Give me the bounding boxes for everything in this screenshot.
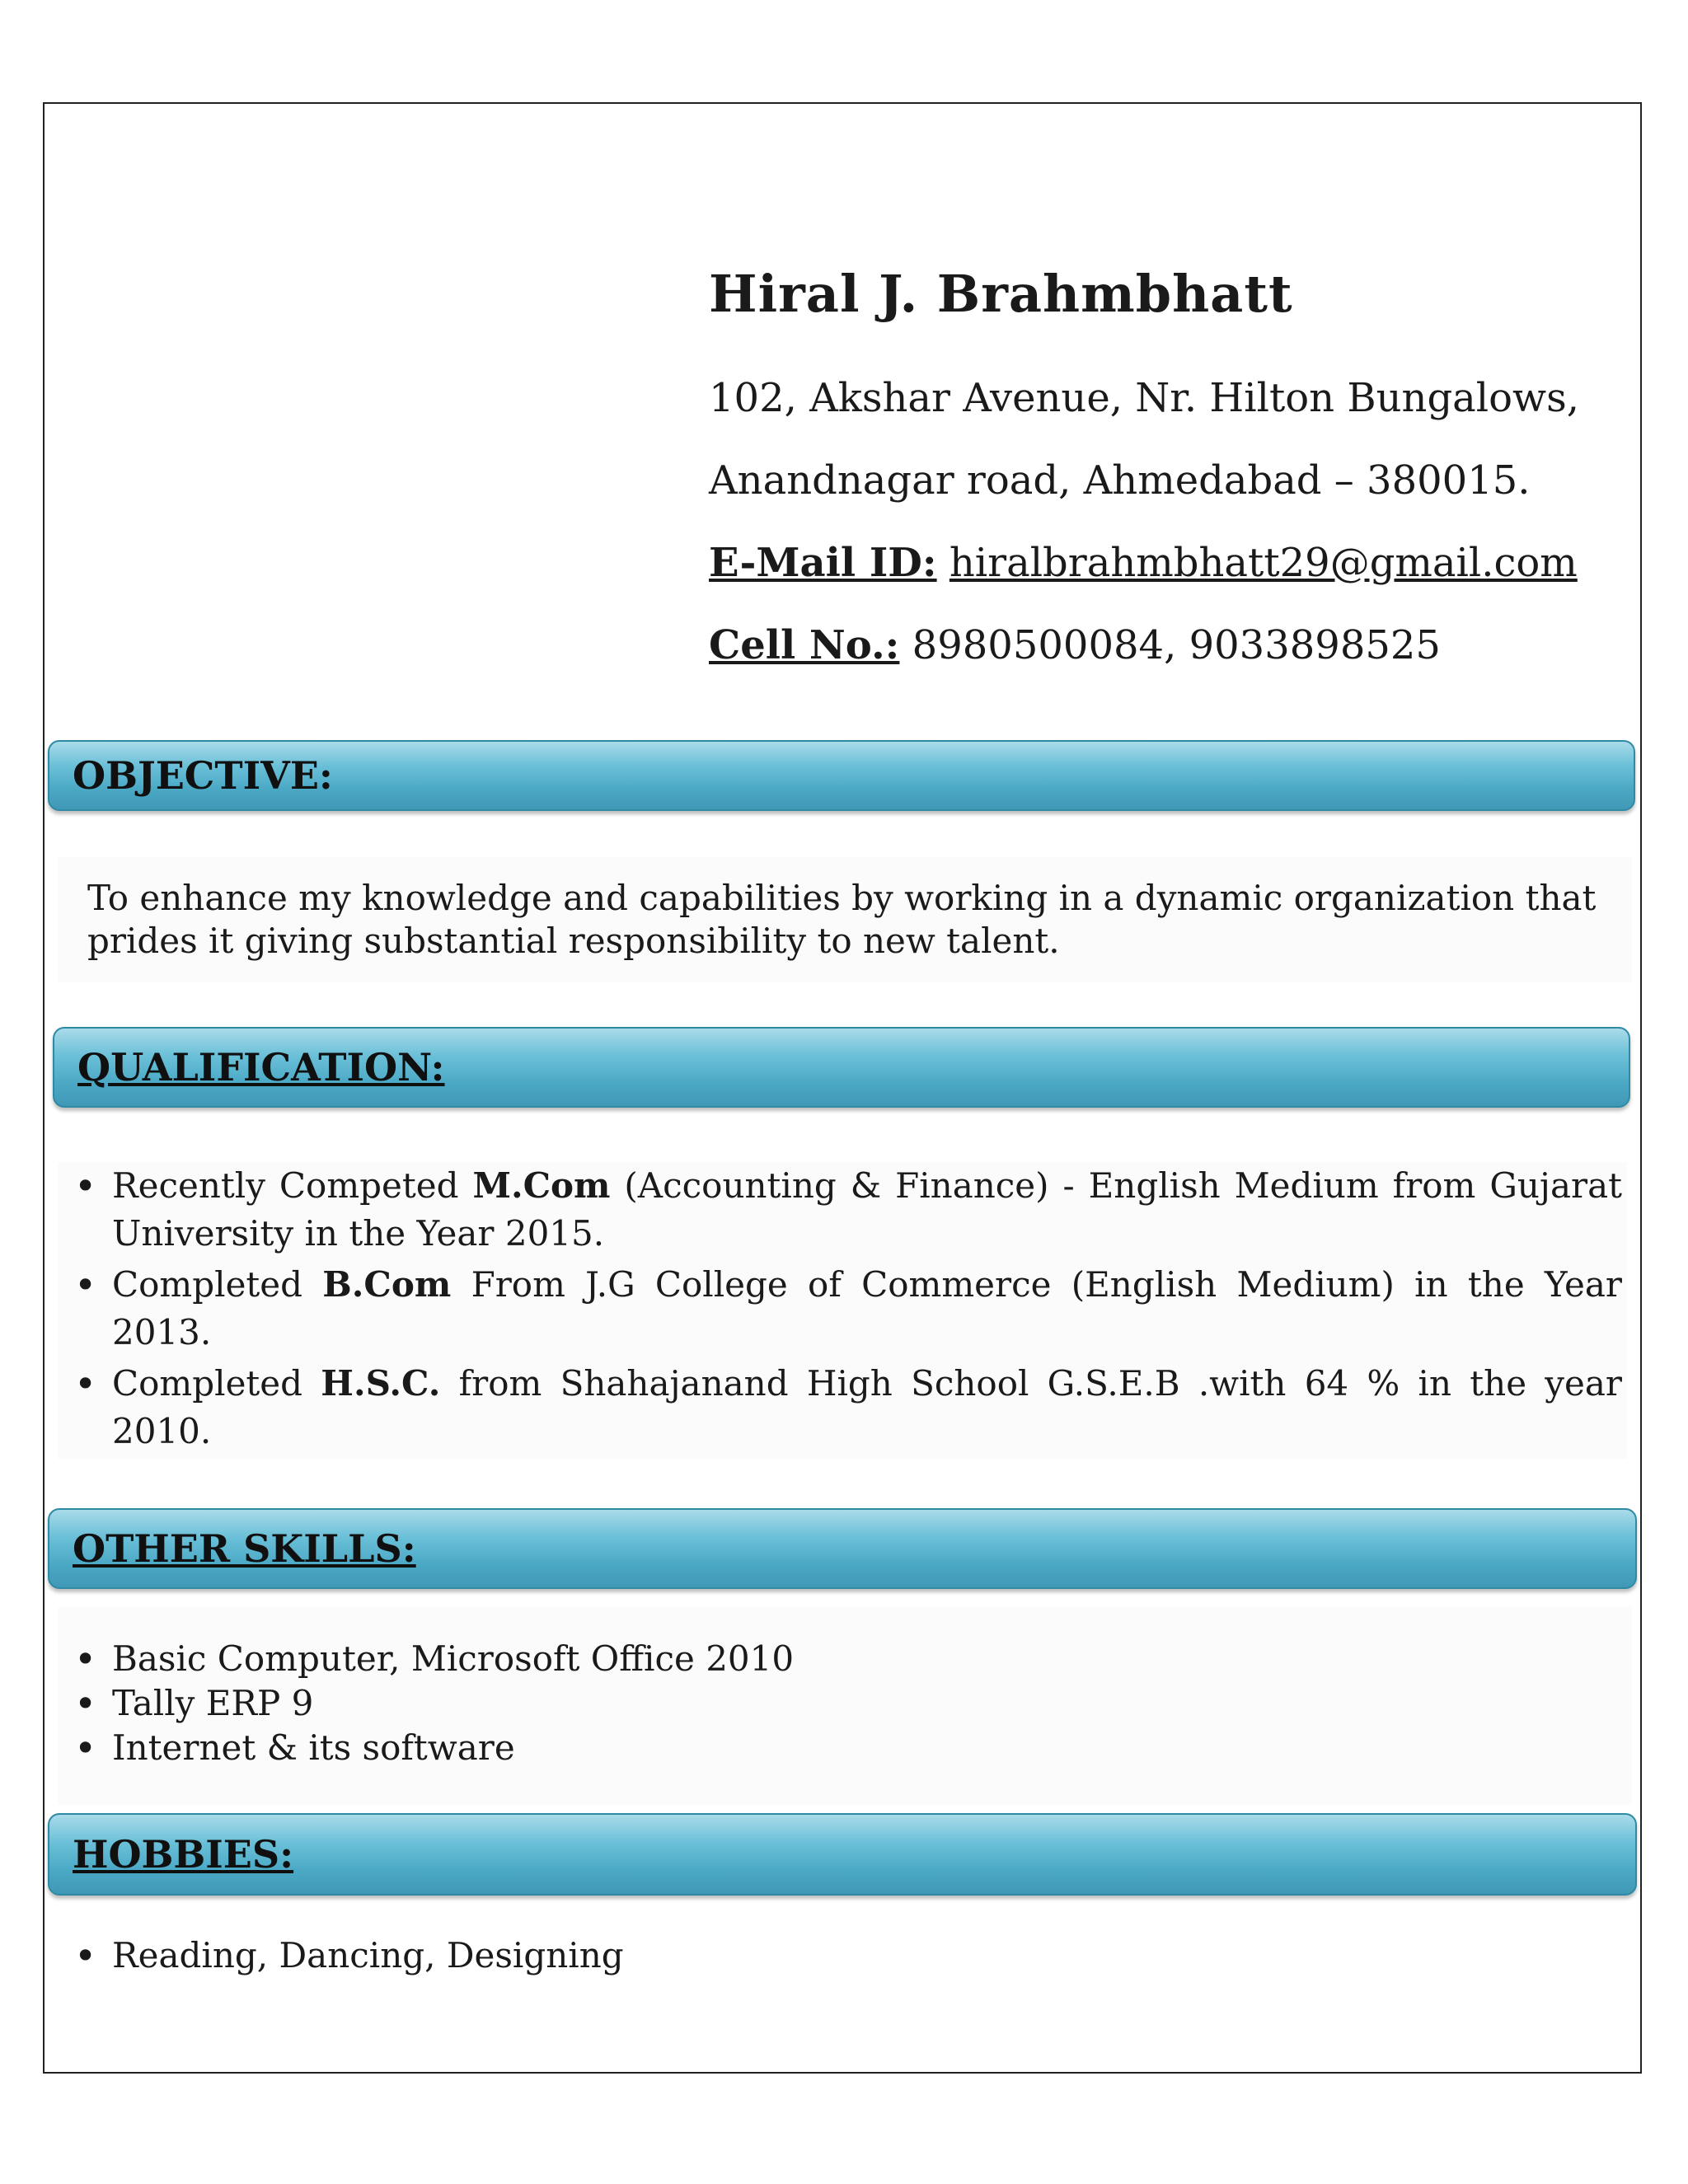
skills-title: OTHER SKILLS: [73, 1526, 416, 1571]
qualification-list [58, 1162, 1627, 1455]
hobbies-body [58, 1933, 1632, 1978]
item-text: Completed [112, 1363, 321, 1404]
item-text: (Accounting & Finance) - English Medium from Gujarat University in the Year 2015. [112, 1165, 1622, 1254]
cell-label: Cell No.: [709, 622, 900, 668]
hobbies-title: HOBBIES: [73, 1832, 294, 1877]
qualification-title: QUALIFICATION: [77, 1045, 445, 1090]
qualification-section-bar [53, 1027, 1630, 1108]
item-text: from Shahajanand High School G.S.E.B .with 64 % in the year 2010. [112, 1363, 1622, 1451]
skills-list [58, 1637, 1632, 1770]
email-label: E-Mail ID: [709, 540, 937, 586]
contact-block [709, 357, 1632, 687]
skills-body [58, 1607, 1632, 1805]
objective-title: OBJECTIVE: [73, 753, 333, 798]
list-item [58, 1162, 1627, 1258]
objective-body [58, 857, 1632, 982]
skills-section-bar [48, 1508, 1637, 1589]
cell-numbers: 8980500084, 9033898525 [912, 622, 1441, 668]
item-text: Completed [112, 1264, 323, 1305]
email-row [709, 522, 1632, 604]
item-text: From J.G College of Commerce (English Medium) in the Year 2013. [112, 1264, 1622, 1352]
candidate-name: Hiral J. Brahmbhatt [709, 264, 1293, 324]
objective-section-bar [48, 740, 1635, 811]
list-item: • Internet & its software [58, 1726, 1632, 1770]
hobbies-list [58, 1933, 1632, 1978]
degree-name: H.S.C. [321, 1363, 441, 1404]
list-item [58, 1261, 1627, 1357]
item-text: Recently Competed [112, 1165, 473, 1206]
resume-header [709, 264, 1632, 687]
list-item [58, 1360, 1627, 1455]
hobbies-section-bar [48, 1813, 1637, 1896]
cell-row [709, 604, 1632, 687]
list-item: • Basic Computer, Microsoft Office 2010 [58, 1637, 1632, 1681]
degree-name: B.Com [322, 1264, 452, 1305]
qualification-body [58, 1162, 1627, 1459]
degree-name: M.Com [472, 1165, 611, 1206]
list-item: • Reading, Dancing, Designing [58, 1933, 1632, 1978]
address-line-2: Anandnagar road, Ahmedabad – 380015. [709, 457, 1531, 504]
address-line-1: 102, Akshar Avenue, Nr. Hilton Bungalows, [709, 375, 1580, 421]
objective-text: To enhance my knowledge and capabilities by working in a dynamic organization that prides it giving substantial responsibility to new talent. [87, 878, 1597, 961]
email-link[interactable]: hiralbrahmbhatt29@gmail.com [949, 540, 1578, 586]
list-item: • Tally ERP 9 [58, 1681, 1632, 1726]
